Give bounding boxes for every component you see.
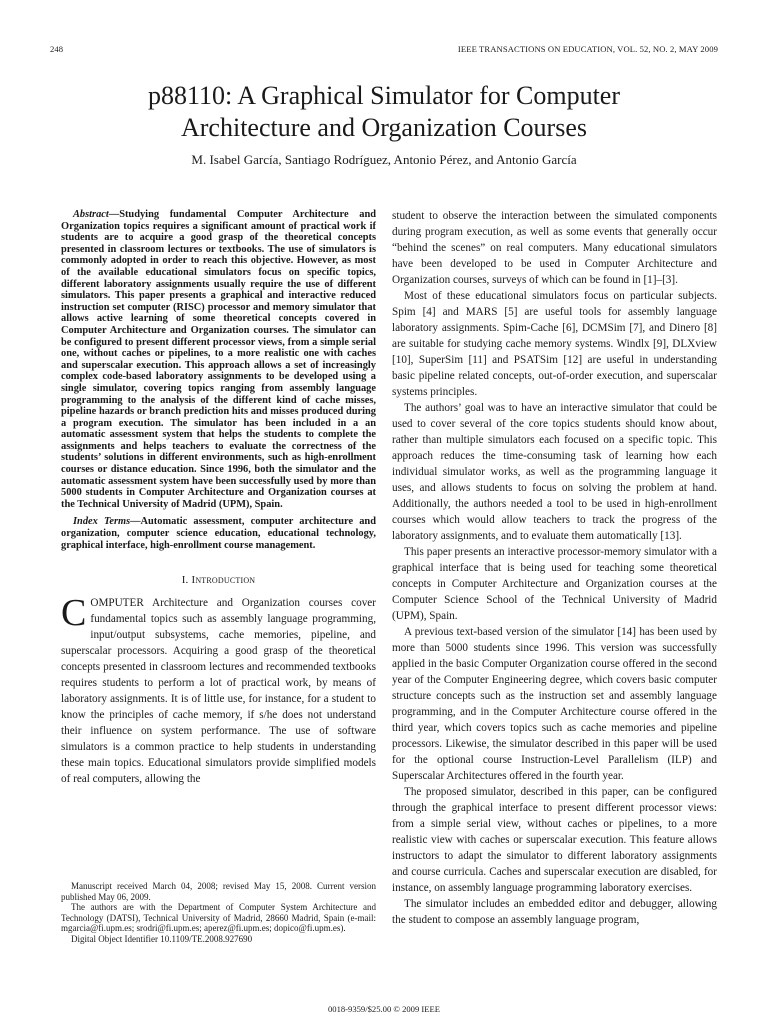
paragraph: The simulator includes an embedded editor and debugger, allowing the student to compose an assembly language program, xyxy=(392,898,717,926)
paper-title xyxy=(40,80,728,144)
paragraph: This paper presents an interactive processor-memory simulator with a graphical interface that is being used for teaching some theoretical concepts in Computer Architecture and Organization courses at the Computer Science School of the Technical University of Madrid (UPM), Spain. xyxy=(392,546,717,622)
page-number: 248 xyxy=(50,44,64,54)
abstract-label: Abstract xyxy=(73,209,109,220)
index-terms-text: —Automatic assessment, computer architecture and organization, computer science education, educational technology, graphical interface, high-enrollment course management. xyxy=(61,516,376,551)
paragraph: A previous text-based version of the simulator [14] has been used by more than 5000 students since 1996. This version was successfully applied in the basic Computer Organization course offered in the second year of the Computer Engineering degree, which covers basic computer structure concepts such as the instruction set and assembly language programming, and in the Computer Architecture course offered in the third year, which covers topics such as cache memories and pipeline processors. Likewise, the simulator described in this paper will be used for the optional course Instruction-Level Parallelism (ILP) and Superscalar Architectures offered in the fourth year. xyxy=(392,626,717,782)
intro-paragraph: COMPUTER Architecture and Organization courses cover fundamental topics such as assembly language programming, input/output subsystems, cache memories, pipeline, and superscalar processors. Acquiring a good grasp of the theoretical concepts presented in classroom lectures and recommended textbooks requires students to perform a lot of practical work, by means of laboratory assignments. It is of little use, for instance, for a student to know the principles of cache memory, if s/he does not understand their influence on system performance. The use of software simulators is a common practice to help students in understanding these main topics. Educational simulators provide simplified models of real computers, allowing the xyxy=(61,592,376,786)
page-header xyxy=(50,44,718,58)
abstract-text: —Studying fundamental Computer Architecture and Organization topics requires a significant amount of practical work if students are to acquire a good grasp of the theoretical concepts presented in classroom lectures or textbooks. The use of simulators is commonly adopted in order to reach this objective. However, as most of the available educational simulators focus on specific topics, different laboratory assignments usually require the use of different simulators. This paper presents a graphical and interactive reduced instruction set computer (RISC) processor and memory simulator that allows active learning of some theoretical concepts covered in Computer Architecture and Organization courses. The simulator can be configured to present different processor views, from a simple serial one, without caches or pipelines, to a more realistic one with caches and superscalar execution. This approach allows a set of increasingly complex code-based laboratory assignments to be developed using a single simulator, covering topics ranging from assembly language programming to the analysis of the different kind of cache misses, pipeline hazards or branch prediction hits and misses produced during a program execution. The simulator has been included in a an automatic assessment system that helps the students to complete the assignments and helps teachers to evaluate the correctness of the students’ solutions in different environments, such as high-enrollment courses or distance education. Since 1996, both the simulator and the automatic assessment system have been successfully used by more than 5000 students in Computer Architecture and Organization courses at the Technical University of Madrid (UPM), Spain. xyxy=(61,209,376,510)
paragraph: Most of these educational simulators focus on particular subjects. Spim [4] and MARS [5] are useful tools for assembly language laboratory assignments. Spim-Cache [6], DCMSim [7], and Dinero [8] are suitable for studying cache memory systems. Windlx [9], DLXview [10], SuperSim [11] and PSATSim [12] are useful in understanding basic pipeline related concepts, out-of-order execution, and superscalar systems principles. xyxy=(392,290,717,398)
left-column xyxy=(61,209,376,787)
title-line-1: p88110: A Graphical Simulator for Computer xyxy=(147,81,621,110)
paragraph: The proposed simulator, described in this paper, can be configured through the graphical interface to present different processor views: from a simple serial view, without caches or pipelines, to a more realistic view with caches or superscalar execution. This feature allows instructors to adapt the simulator to different laboratory assignments and course curricula. Caches and superscalar execution are disabled, for instance, on assembly language programming laboratory exercises. xyxy=(392,786,717,894)
index-terms-label: Index Terms xyxy=(73,516,131,528)
footnote-affiliation: The authors are with the Department of Computer System Architecture and Technology (DATSI), Technical University of Madrid, 28660 Madrid, Spain (e-mail: mgarcia@fi.upm.es; srodri@fi.upm.es; aperez@fi.upm.es; dopico@fi.upm.es). xyxy=(61,902,376,934)
section-heading-introduction: I. Introduction xyxy=(181,574,256,587)
paragraph: student to observe the interaction between the simulated components during program execution, as well as some events that generally occur “behind the scenes” on real computers. Many educational simulators have been developed to be used in Computer Architecture and Organization courses, surveys of which can be found in [1]–[3]. xyxy=(392,210,717,286)
abstract xyxy=(61,209,376,510)
footnote-doi: Digital Object Identifier 10.1109/TE.2008.927690 xyxy=(71,933,253,944)
author-list: M. Isabel García, Santiago Rodríguez, Antonio Pérez, and Antonio García xyxy=(191,152,577,167)
footnotes xyxy=(61,881,376,945)
footnote-manuscript: Manuscript received March 04, 2008; revised May 15, 2008. Current version published May 06, 2009. xyxy=(61,881,376,902)
right-column xyxy=(392,208,717,928)
paragraph: The authors’ goal was to have an interactive simulator that could be used to cover several of the core topics students should know about, rather than multiple simulators each focused on a specific topic. This approach reduces the time-consuming task of learning how each individual simulator works, as well as the programming language it uses, and allows students to focus on solving the problem at hand. Additionally, the authors needed a tool to be used in high-enrollment courses which would allow teachers to track the progress of the laboratory assignments, and to evaluate them automatically [13]. xyxy=(392,402,717,542)
title-line-2: Architecture and Organization Courses xyxy=(181,113,587,142)
index-terms xyxy=(61,516,376,551)
journal-name: IEEE TRANSACTIONS ON EDUCATION, VOL. 52, NO. 2, MAY 2009 xyxy=(457,44,718,54)
copyright-footer: 0018-9359/$25.00 © 2009 IEEE xyxy=(327,1004,441,1014)
